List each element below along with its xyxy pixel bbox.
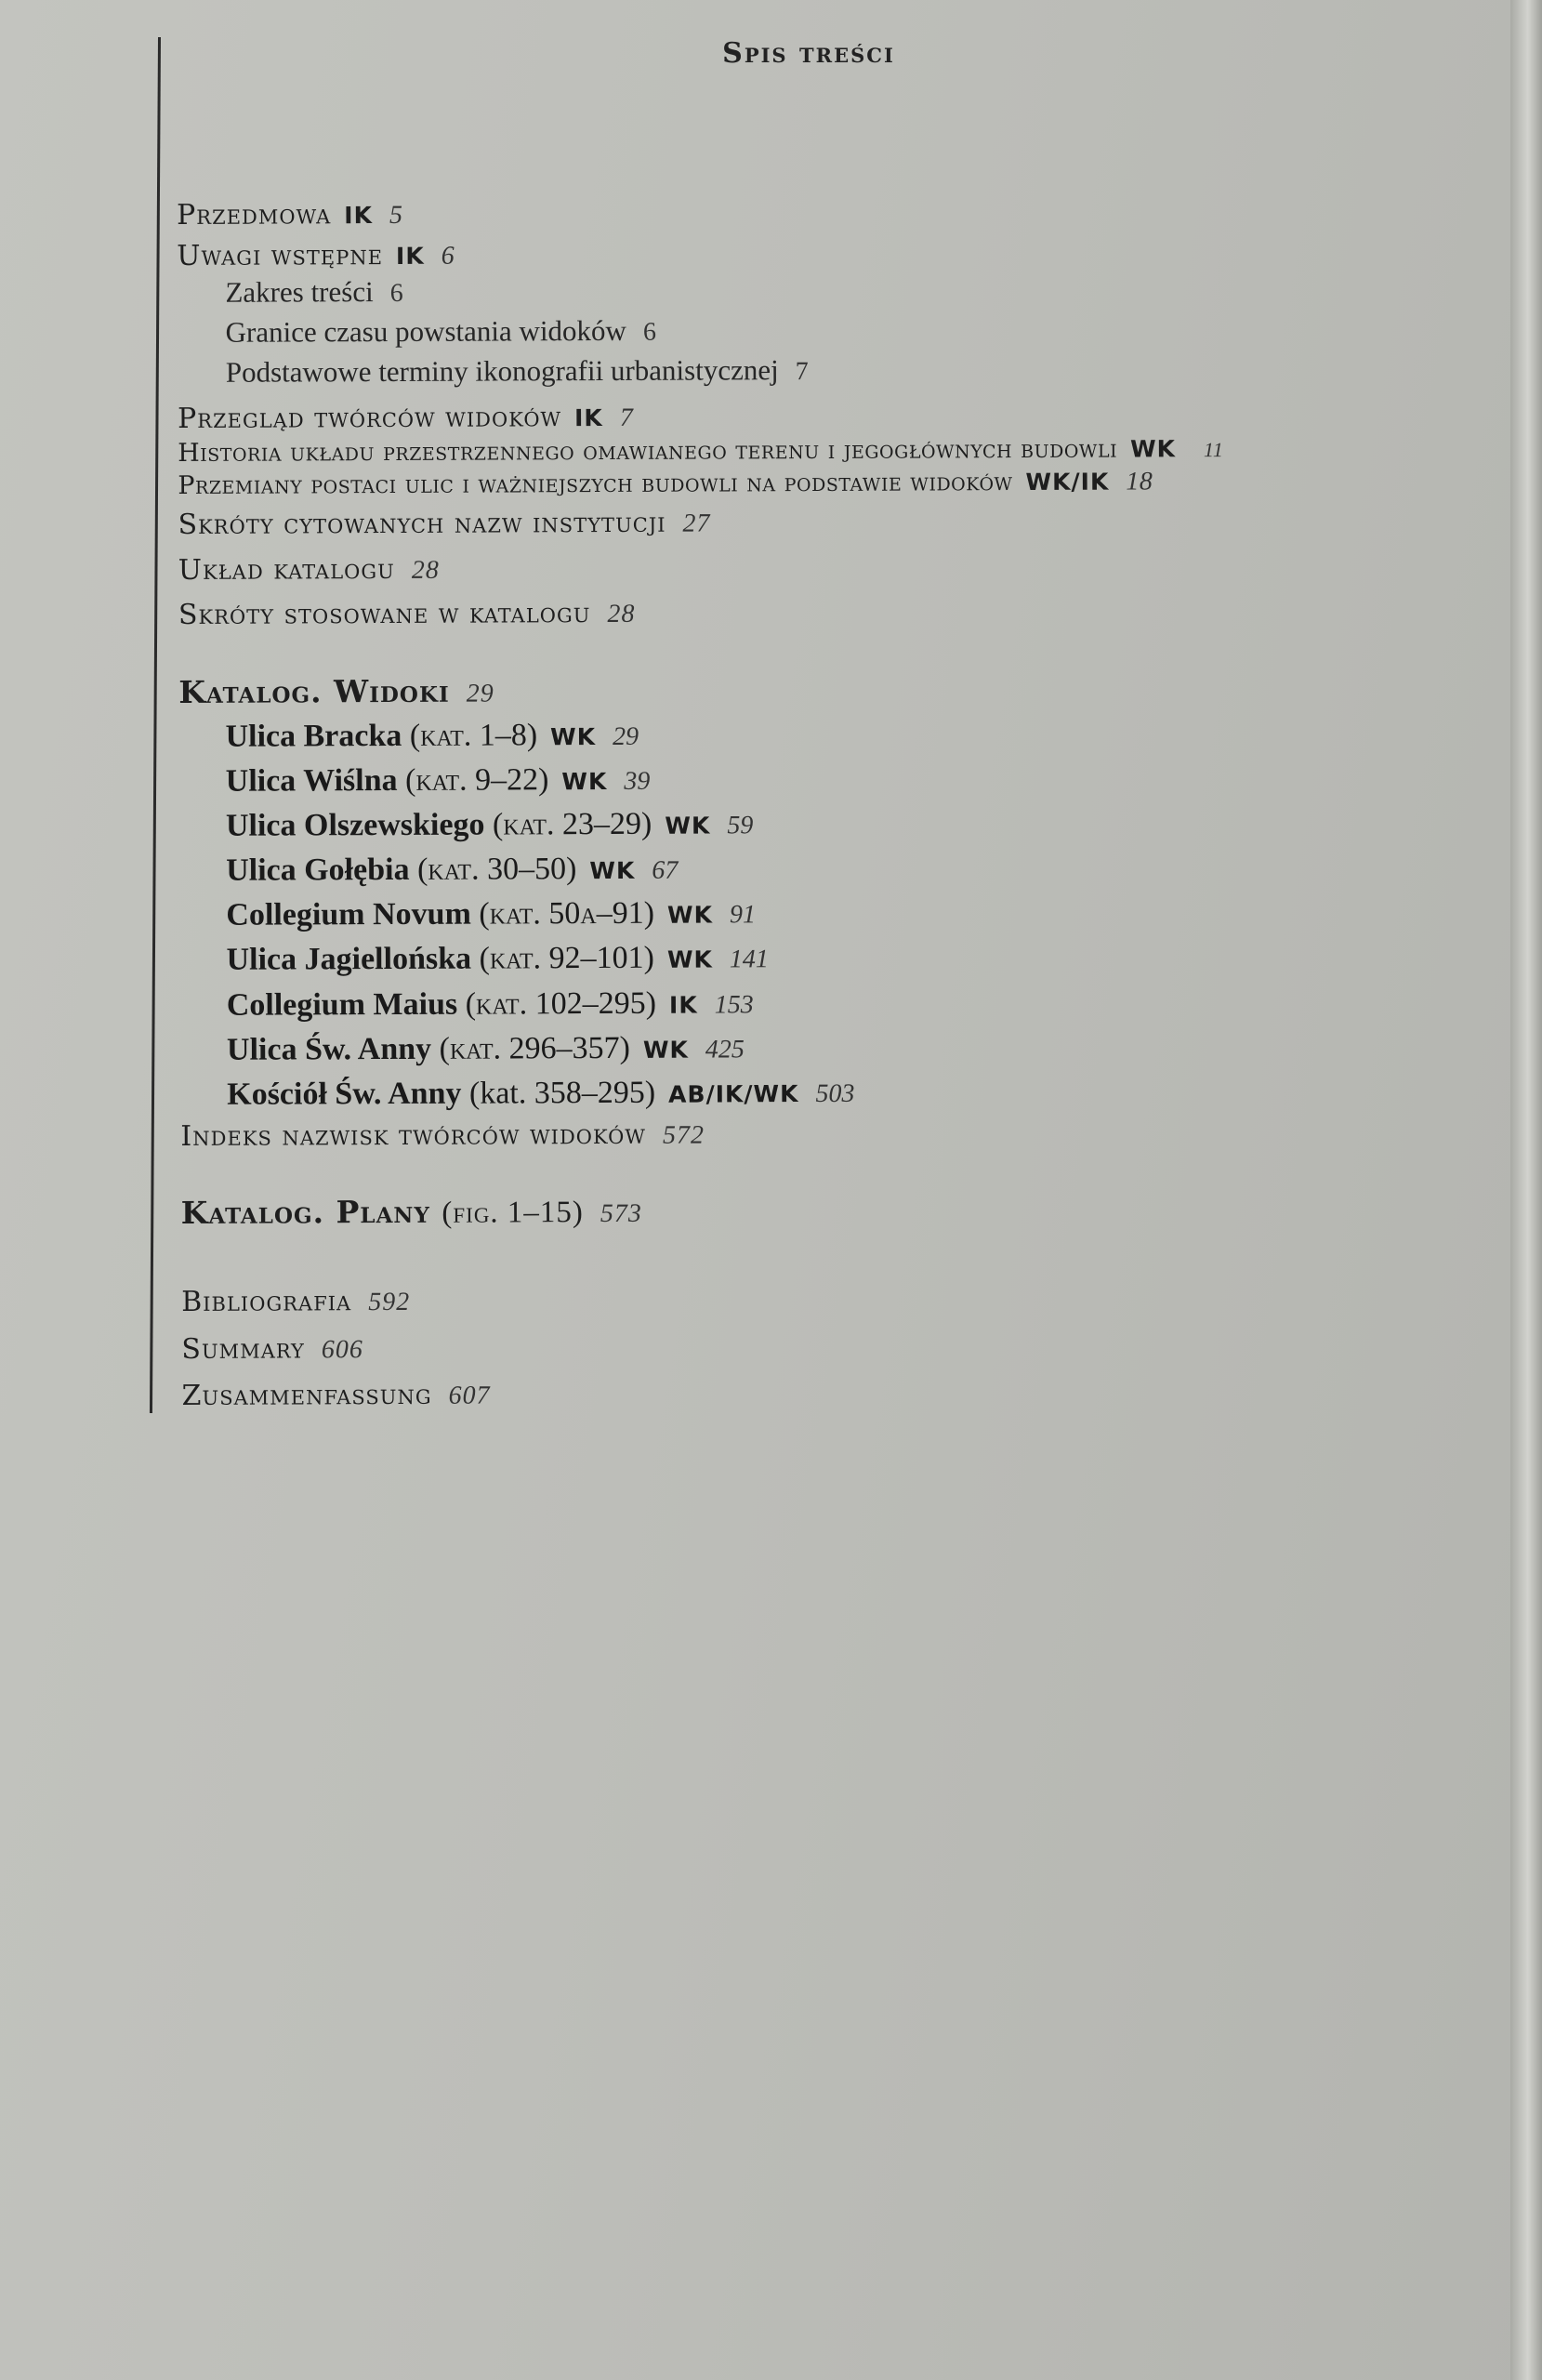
margin-rule — [150, 37, 161, 1413]
entry-range: (kat. 9–22) — [404, 762, 549, 799]
entry-title: Ulica Gołębia — [226, 853, 410, 889]
toc-subentry-granice-czasu — [178, 311, 1479, 350]
entry-author: WK — [666, 901, 714, 930]
entry-page: 67 — [652, 855, 679, 886]
toc-entry-przeglad-tworcow — [178, 397, 1479, 435]
entry-page: 18 — [1126, 467, 1153, 496]
entry-title: Historia układu przestrzennego omawianego terenu i jegogłównych budowli — [178, 434, 1118, 469]
entry-range: (kat. 358–295) — [468, 1075, 656, 1111]
toc-view-ulica-jagiellonska — [179, 936, 1481, 978]
entry-page: 39 — [624, 766, 651, 796]
toc-view-collegium-maius — [180, 981, 1482, 1023]
entry-author: WK — [550, 723, 597, 751]
toc-subentry-zakres-tresci — [177, 271, 1478, 310]
entry-title: Katalog. Plany — [180, 1194, 430, 1232]
toc-entry-summary — [181, 1329, 1483, 1367]
toc-entry-skroty-instytucji — [178, 504, 1479, 542]
entry-author: IK — [668, 991, 698, 1019]
entry-range: (kat. 23–29) — [492, 806, 652, 842]
entry-author: WK — [666, 945, 713, 974]
entry-page: 59 — [727, 811, 754, 840]
page-edge — [1510, 0, 1542, 2380]
entry-title: Summary — [181, 1332, 305, 1366]
entry-title: Indeks nazwisk twórców widoków — [180, 1117, 646, 1153]
toc-entry-katalog-plany — [181, 1190, 1483, 1233]
entry-page: 28 — [607, 600, 636, 629]
entry-page: 153 — [714, 989, 754, 1020]
toc-entry-skroty-katalog — [178, 594, 1480, 632]
toc-entry-historia-ukladu — [178, 433, 1479, 468]
toc-view-kosciol-sw-anny — [180, 1071, 1482, 1113]
entry-author: WK — [561, 768, 608, 796]
toc-entry-przedmowa — [177, 194, 1478, 232]
entry-title: Zusammenfassung — [181, 1379, 432, 1413]
entry-title: Skróty cytowanych nazw instytucji — [178, 507, 666, 542]
entry-author: IK — [395, 242, 425, 270]
entry-title: Układ katalogu — [178, 552, 395, 587]
entry-title: Przemiany postaci ulic i ważniejszych budowli na podstawie widoków — [178, 468, 1013, 501]
entry-author: WK/IK — [1025, 468, 1110, 496]
entry-range: (kat. 102–295) — [465, 985, 657, 1022]
entry-page: 503 — [815, 1078, 855, 1108]
entry-title: Ulica Św. Anny — [226, 1031, 432, 1067]
entry-page: 7 — [795, 357, 809, 387]
entry-title: Granice czasu powstania widoków — [225, 314, 626, 349]
entry-page: 606 — [321, 1334, 363, 1365]
entry-page: 425 — [705, 1034, 745, 1064]
entry-range: (kat. 1–8) — [409, 718, 538, 753]
toc-entry-bibliografia — [181, 1281, 1483, 1319]
entry-range: (kat. 296–357) — [439, 1030, 631, 1066]
toc-view-ulica-olszewskiego — [179, 802, 1481, 844]
entry-range: (kat. 50a–91) — [479, 896, 655, 932]
entry-title: Kościół Św. Anny — [227, 1076, 462, 1112]
toc-entry-katalog-widoki — [178, 669, 1480, 710]
entry-title: Przedmowa — [176, 198, 332, 231]
entry-page: 7 — [619, 403, 634, 432]
entry-title: Przegląd twórców widoków — [177, 400, 562, 435]
toc-view-ulica-golebia — [179, 847, 1481, 889]
entry-title: Ulica Bracka — [225, 718, 402, 754]
toc-view-ulica-sw-anny — [180, 1026, 1482, 1068]
toc-entry-przemiany-postaci — [178, 466, 1479, 501]
entry-author: IK — [574, 403, 603, 431]
entry-title: Ulica Wiślna — [225, 763, 398, 799]
entry-page: 5 — [389, 200, 404, 231]
entry-title: Collegium Novum — [226, 896, 471, 933]
entry-page: 6 — [642, 317, 656, 347]
entry-title: Podstawowe terminy ikonografii urbanistycznej — [225, 353, 779, 390]
entry-author: WK — [1129, 435, 1177, 463]
table-of-contents — [177, 194, 1483, 1421]
entry-title: Uwagi wstępne — [177, 238, 384, 272]
entry-range: (fig. 1–15) — [442, 1196, 584, 1231]
entry-page: 592 — [368, 1288, 411, 1317]
toc-view-ulica-bracka — [178, 713, 1480, 755]
entry-title: Collegium Maius — [226, 986, 458, 1023]
entry-page: 91 — [729, 900, 757, 930]
toc-subentry-podstawowe-terminy — [178, 350, 1479, 390]
page-header: Spis treści — [722, 37, 895, 70]
entry-title: Bibliografia — [181, 1285, 352, 1319]
entry-page: 27 — [682, 509, 711, 538]
entry-page: 6 — [441, 241, 455, 271]
entry-author: WK — [642, 1036, 689, 1064]
toc-entry-indeks-nazwisk — [180, 1116, 1482, 1154]
entry-page: 573 — [600, 1199, 642, 1229]
entry-page: 29 — [613, 721, 639, 751]
entry-title: Skróty stosowane w katalogu — [178, 597, 591, 632]
entry-author: WK — [665, 812, 711, 840]
toc-view-ulica-wislna — [179, 758, 1481, 800]
entry-page: 6 — [389, 278, 403, 308]
entry-title: Katalog. Widoki — [178, 672, 450, 710]
entry-page: 11 — [1203, 438, 1224, 462]
entry-page: 141 — [729, 945, 769, 974]
entry-author: IK — [344, 202, 374, 230]
entry-page: 29 — [466, 679, 494, 708]
entry-page: 607 — [448, 1381, 491, 1411]
entry-page: 28 — [411, 555, 440, 585]
entry-page: 572 — [662, 1120, 705, 1150]
toc-entry-zusammenfassung — [182, 1375, 1483, 1413]
entry-range: (kat. 30–50) — [416, 852, 577, 888]
entry-author: AB/IK/WK — [668, 1079, 799, 1108]
entry-range: (kat. 92–101) — [479, 941, 654, 977]
entry-title: Ulica Olszewskiego — [225, 807, 485, 843]
toc-entry-uwagi-wstepne — [177, 234, 1478, 272]
toc-entry-uklad-katalogu — [178, 549, 1480, 588]
entry-title: Zakres treści — [225, 275, 374, 309]
entry-author: WK — [589, 857, 636, 885]
toc-view-collegium-novum — [179, 892, 1481, 933]
entry-title: Ulica Jagiellońska — [226, 942, 472, 978]
